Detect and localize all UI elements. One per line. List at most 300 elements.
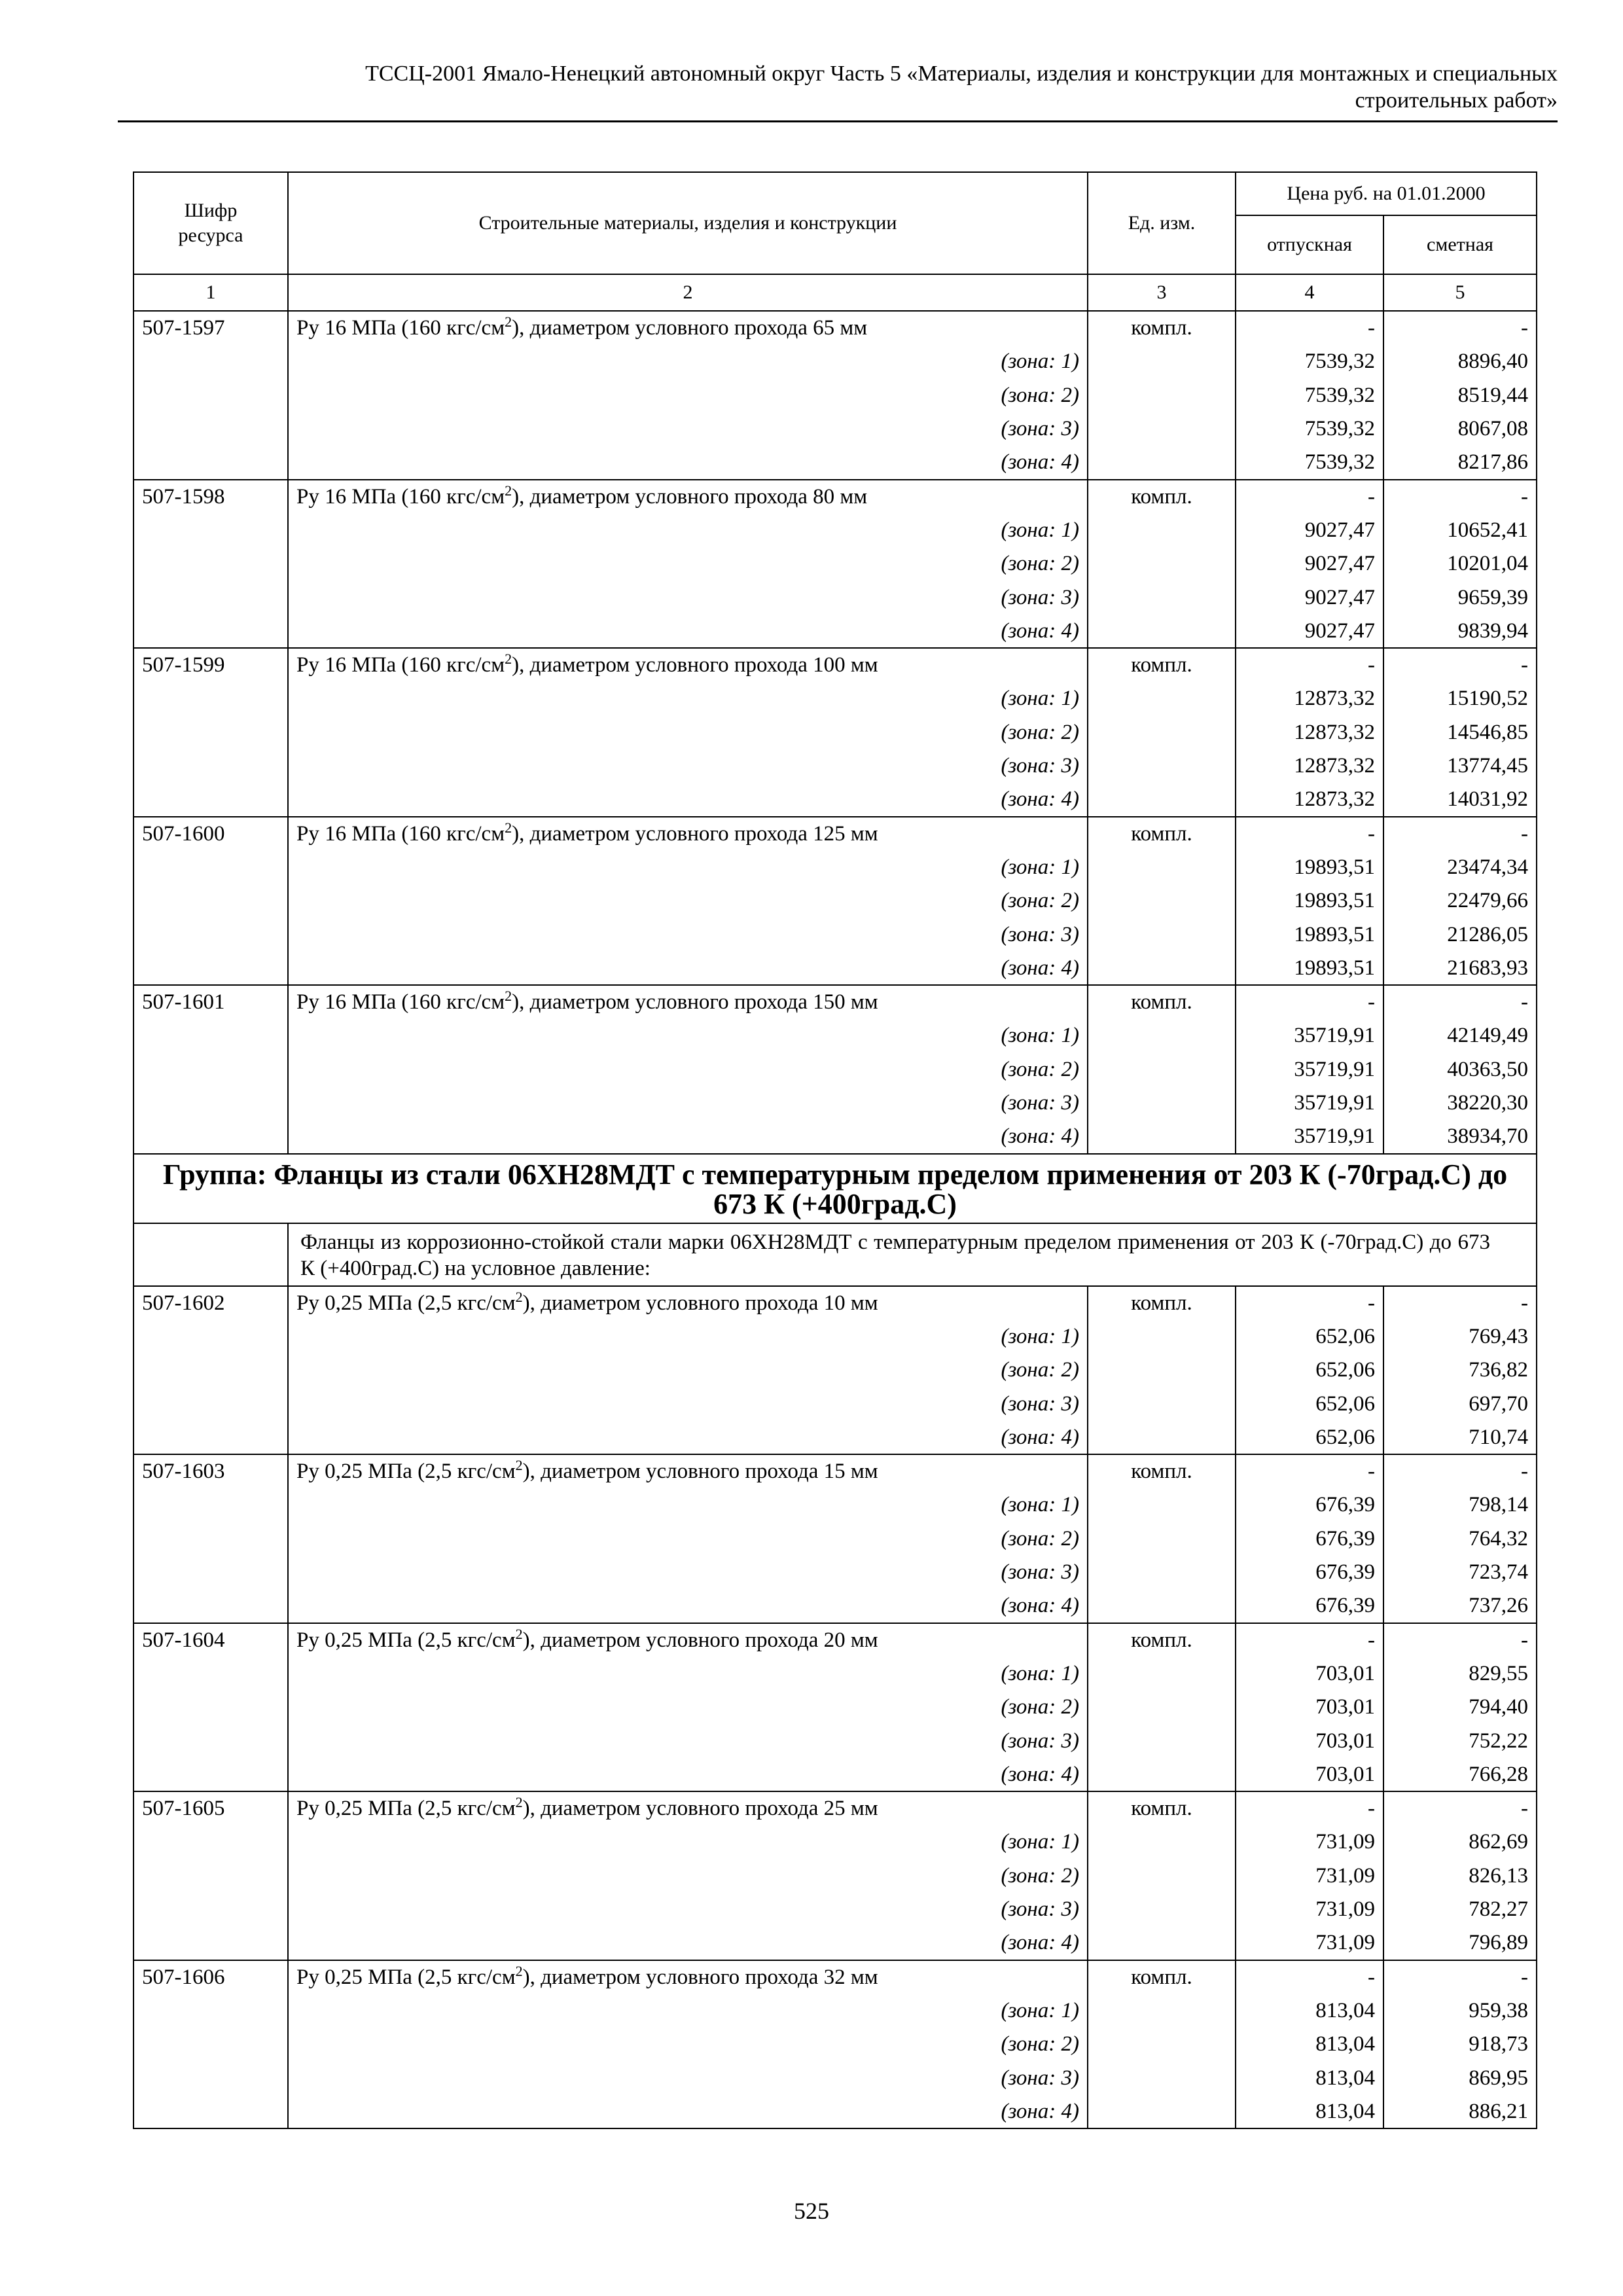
empty-cell (1088, 682, 1236, 716)
empty-cell (1088, 952, 1236, 986)
zone-row (134, 1893, 1537, 1927)
estimate-price: 710,74 (1383, 1421, 1537, 1455)
item-name-text: ), диаметром условного прохода 20 мм (522, 1628, 878, 1652)
unit-cell: компл. (1088, 1623, 1236, 1657)
page-header (118, 60, 1558, 114)
unit-cell: компл. (1088, 817, 1236, 851)
header-line-1: ТССЦ-2001 Ямало-Ненецкий автономный округ Часть 5 «Материалы, изделия и конструкции для монтажных и специальных (365, 62, 1558, 86)
empty-cell (1088, 715, 1236, 749)
resource-code: 507-1598 (134, 480, 288, 514)
column-number: 2 (288, 274, 1088, 311)
estimate-price: 8896,40 (1383, 345, 1537, 379)
column-header-release: отпускная (1236, 215, 1383, 274)
intro-code-cell (134, 1223, 288, 1286)
release-price: 7539,32 (1236, 446, 1383, 480)
release-price: 9027,47 (1236, 615, 1383, 649)
zone-row (134, 918, 1537, 952)
resource-code: 507-1605 (134, 1791, 288, 1825)
zone-row (134, 2095, 1537, 2129)
release-price: 676,39 (1236, 1589, 1383, 1623)
superscript: 2 (515, 1457, 523, 1474)
release-price: 35719,91 (1236, 1019, 1383, 1053)
zone-row (134, 952, 1537, 986)
item-name (288, 1454, 1088, 1488)
resource-code: 507-1597 (134, 311, 288, 345)
empty-cell (134, 1387, 288, 1421)
zone-row (134, 1488, 1537, 1522)
release-price: 703,01 (1236, 1657, 1383, 1691)
empty-cell (1088, 1589, 1236, 1623)
estimate-price: 764,32 (1383, 1522, 1537, 1556)
zone-row (134, 1354, 1537, 1388)
release-price: 813,04 (1236, 1994, 1383, 2028)
estimate-price: 782,27 (1383, 1893, 1537, 1927)
estimate-price: 8519,44 (1383, 378, 1537, 412)
estimate-price: 766,28 (1383, 1758, 1537, 1792)
zone-label: (зона: 3) (288, 1556, 1088, 1590)
release-price: - (1236, 1454, 1383, 1488)
release-price: - (1236, 311, 1383, 345)
empty-cell (134, 918, 288, 952)
superscript: 2 (515, 1794, 523, 1811)
estimate-price: 723,74 (1383, 1556, 1537, 1590)
column-header-unit: Ед. изм. (1088, 172, 1236, 274)
empty-cell (134, 446, 288, 480)
zone-label: (зона: 4) (288, 1589, 1088, 1623)
empty-cell (134, 2061, 288, 2095)
zone-label: (зона: 1) (288, 850, 1088, 884)
zone-row (134, 1825, 1537, 1859)
estimate-price: 38934,70 (1383, 1120, 1537, 1154)
empty-cell (134, 850, 288, 884)
release-price: 703,01 (1236, 1724, 1383, 1758)
unit-cell: компл. (1088, 1960, 1236, 1994)
release-price: 731,09 (1236, 1825, 1383, 1859)
unit-cell: компл. (1088, 1286, 1236, 1320)
empty-cell (1088, 1556, 1236, 1590)
unit-cell: компл. (1088, 311, 1236, 345)
table-row (134, 1791, 1537, 1825)
zone-row (134, 615, 1537, 649)
empty-cell (1088, 884, 1236, 918)
zone-label: (зона: 1) (288, 1994, 1088, 2028)
empty-cell (1088, 2028, 1236, 2062)
item-name-text: Ру 16 МПа (160 кгс/см (296, 316, 505, 340)
release-price: 703,01 (1236, 1758, 1383, 1792)
zone-label: (зона: 4) (288, 783, 1088, 817)
estimate-price: - (1383, 985, 1537, 1019)
estimate-price: 13774,45 (1383, 749, 1537, 783)
empty-cell (134, 2028, 288, 2062)
empty-cell (134, 1859, 288, 1893)
item-name-text: ), диаметром условного прохода 150 мм (512, 990, 878, 1014)
release-price: 703,01 (1236, 1691, 1383, 1725)
release-price: 7539,32 (1236, 378, 1383, 412)
item-name (288, 1791, 1088, 1825)
zone-row (134, 1691, 1537, 1725)
empty-cell (134, 1724, 288, 1758)
table-row (134, 1623, 1537, 1657)
item-name-text: ), диаметром условного прохода 25 мм (522, 1797, 878, 1821)
release-price: 35719,91 (1236, 1086, 1383, 1121)
resource-code: 507-1602 (134, 1286, 288, 1320)
empty-cell (1088, 850, 1236, 884)
zone-label: (зона: 4) (288, 1120, 1088, 1154)
zone-label: (зона: 3) (288, 2061, 1088, 2095)
empty-cell (134, 1354, 288, 1388)
empty-cell (134, 412, 288, 446)
resource-code: 507-1603 (134, 1454, 288, 1488)
release-price: 19893,51 (1236, 918, 1383, 952)
zone-row (134, 412, 1537, 446)
superscript: 2 (505, 988, 512, 1005)
zone-label: (зона: 1) (288, 1825, 1088, 1859)
zone-row (134, 1387, 1537, 1421)
empty-cell (134, 513, 288, 547)
resource-code: 507-1599 (134, 648, 288, 682)
estimate-price: - (1383, 1960, 1537, 1994)
empty-cell (1088, 783, 1236, 817)
estimate-price: 40363,50 (1383, 1052, 1537, 1086)
empty-cell (134, 1758, 288, 1792)
release-price: 652,06 (1236, 1319, 1383, 1354)
unit-cell: компл. (1088, 985, 1236, 1019)
release-price: - (1236, 817, 1383, 851)
release-price: 9027,47 (1236, 513, 1383, 547)
release-price: 35719,91 (1236, 1120, 1383, 1154)
superscript: 2 (505, 482, 512, 499)
empty-cell (134, 1120, 288, 1154)
zone-row (134, 749, 1537, 783)
release-price: 19893,51 (1236, 850, 1383, 884)
release-price: 9027,47 (1236, 581, 1383, 615)
empty-cell (1088, 2095, 1236, 2129)
estimate-price: 798,14 (1383, 1488, 1537, 1522)
zone-row (134, 1086, 1537, 1121)
estimate-price: 8067,08 (1383, 412, 1537, 446)
release-price: - (1236, 1960, 1383, 1994)
estimate-price: 38220,30 (1383, 1086, 1537, 1121)
empty-cell (1088, 1859, 1236, 1893)
zone-label: (зона: 3) (288, 1086, 1088, 1121)
group-intro: Фланцы из коррозионно-стойкой стали марки 06ХН28МДТ с температурным пределом применения от 203 К (-70град.С) до 673 К (+400град.С) на условное давление: (288, 1223, 1537, 1286)
item-name (288, 648, 1088, 682)
zone-label: (зона: 4) (288, 615, 1088, 649)
estimate-price: 10201,04 (1383, 547, 1537, 581)
release-price: - (1236, 1286, 1383, 1320)
empty-cell (1088, 412, 1236, 446)
zone-label: (зона: 2) (288, 715, 1088, 749)
empty-cell (1088, 1994, 1236, 2028)
estimate-price: 769,43 (1383, 1319, 1537, 1354)
zone-row (134, 1052, 1537, 1086)
release-price: 12873,32 (1236, 682, 1383, 716)
zone-row (134, 1522, 1537, 1556)
estimate-price: - (1383, 480, 1537, 514)
release-price: 19893,51 (1236, 884, 1383, 918)
empty-cell (134, 1926, 288, 1960)
release-price: 9027,47 (1236, 547, 1383, 581)
release-price: - (1236, 1623, 1383, 1657)
group-title: Группа: Фланцы из стали 06ХН28МДТ с температурным пределом применения от 203 К (-70град.С) до 673 К (+400град.С) (134, 1154, 1537, 1223)
unit-cell: компл. (1088, 480, 1236, 514)
item-name-text: ), диаметром условного прохода 80 мм (512, 484, 868, 509)
estimate-price: 697,70 (1383, 1387, 1537, 1421)
release-price: 731,09 (1236, 1926, 1383, 1960)
estimate-price: 14546,85 (1383, 715, 1537, 749)
empty-cell (134, 682, 288, 716)
zone-row (134, 446, 1537, 480)
empty-cell (1088, 378, 1236, 412)
empty-cell (134, 1994, 288, 2028)
zone-row (134, 513, 1537, 547)
column-header-code: Шифр ресурса (134, 172, 288, 274)
item-name-text: Ру 0,25 МПа (2,5 кгс/см (296, 1965, 516, 1989)
empty-cell (134, 715, 288, 749)
release-price: 19893,51 (1236, 952, 1383, 986)
empty-cell (134, 2095, 288, 2129)
superscript: 2 (515, 1288, 523, 1305)
zone-label: (зона: 1) (288, 1488, 1088, 1522)
estimate-price: 796,89 (1383, 1926, 1537, 1960)
estimate-price: 23474,34 (1383, 850, 1537, 884)
zone-row (134, 1657, 1537, 1691)
price-table (133, 171, 1537, 2129)
resource-code: 507-1600 (134, 817, 288, 851)
zone-row (134, 715, 1537, 749)
empty-cell (134, 1825, 288, 1859)
empty-cell (1088, 1319, 1236, 1354)
empty-cell (1088, 1354, 1236, 1388)
zone-row (134, 1724, 1537, 1758)
zone-label: (зона: 2) (288, 1859, 1088, 1893)
zone-row (134, 1589, 1537, 1623)
item-name-text: Ру 16 МПа (160 кгс/см (296, 990, 505, 1014)
zone-row (134, 1120, 1537, 1154)
superscript: 2 (505, 819, 512, 836)
zone-label: (зона: 3) (288, 412, 1088, 446)
release-price: 35719,91 (1236, 1052, 1383, 1086)
zone-label: (зона: 3) (288, 749, 1088, 783)
empty-cell (134, 581, 288, 615)
item-name-text: ), диаметром условного прохода 10 мм (522, 1291, 878, 1315)
release-price: 7539,32 (1236, 345, 1383, 379)
item-name (288, 1960, 1088, 1994)
empty-cell (1088, 1019, 1236, 1053)
resource-code: 507-1606 (134, 1960, 288, 1994)
table-body-pressure-16 (134, 311, 1537, 1154)
estimate-price: - (1383, 311, 1537, 345)
estimate-price: 869,95 (1383, 2061, 1537, 2095)
estimate-price: 10652,41 (1383, 513, 1537, 547)
release-price: 12873,32 (1236, 749, 1383, 783)
empty-cell (1088, 918, 1236, 952)
estimate-price: 959,38 (1383, 1994, 1537, 2028)
empty-cell (134, 615, 288, 649)
zone-label: (зона: 1) (288, 1657, 1088, 1691)
estimate-price: 737,26 (1383, 1589, 1537, 1623)
table-body-pressure-025 (134, 1286, 1537, 2129)
release-price: 731,09 (1236, 1859, 1383, 1893)
column-header-price-group: Цена руб. на 01.01.2000 (1236, 172, 1537, 215)
table-row (134, 985, 1537, 1019)
zone-label: (зона: 3) (288, 918, 1088, 952)
item-name-text: Ру 0,25 МПа (2,5 кгс/см (296, 1797, 516, 1821)
estimate-price: 886,21 (1383, 2095, 1537, 2129)
item-name-text: ), диаметром условного прохода 100 мм (512, 653, 878, 677)
estimate-price: 9659,39 (1383, 581, 1537, 615)
estimate-price: 794,40 (1383, 1691, 1537, 1725)
estimate-price: - (1383, 817, 1537, 851)
zone-row (134, 547, 1537, 581)
column-number: 4 (1236, 274, 1383, 311)
empty-cell (1088, 1086, 1236, 1121)
empty-cell (1088, 1488, 1236, 1522)
zone-label: (зона: 4) (288, 446, 1088, 480)
empty-cell (1088, 1724, 1236, 1758)
estimate-price: 15190,52 (1383, 682, 1537, 716)
empty-cell (134, 783, 288, 817)
estimate-price: 918,73 (1383, 2028, 1537, 2062)
empty-cell (134, 952, 288, 986)
empty-cell (134, 1019, 288, 1053)
page-number: 525 (794, 2198, 829, 2224)
zone-label: (зона: 1) (288, 1019, 1088, 1053)
zone-row (134, 378, 1537, 412)
superscript: 2 (515, 1962, 523, 1979)
zone-label: (зона: 3) (288, 1724, 1088, 1758)
zone-row (134, 2061, 1537, 2095)
zone-label: (зона: 2) (288, 884, 1088, 918)
estimate-price: 8217,86 (1383, 446, 1537, 480)
empty-cell (1088, 1522, 1236, 1556)
empty-cell (1088, 615, 1236, 649)
empty-cell (134, 1488, 288, 1522)
item-name-text: ), диаметром условного прохода 65 мм (512, 316, 868, 340)
item-name-text: Ру 0,25 МПа (2,5 кгс/см (296, 1291, 516, 1315)
estimate-price: - (1383, 1286, 1537, 1320)
zone-row (134, 1758, 1537, 1792)
zone-row (134, 2028, 1537, 2062)
unit-cell: компл. (1088, 1791, 1236, 1825)
empty-cell (134, 1052, 288, 1086)
estimate-price: 862,69 (1383, 1825, 1537, 1859)
empty-cell (1088, 1926, 1236, 1960)
zone-row (134, 1019, 1537, 1053)
empty-cell (134, 1086, 288, 1121)
item-name (288, 817, 1088, 851)
zone-row (134, 850, 1537, 884)
unit-cell: компл. (1088, 648, 1236, 682)
empty-cell (1088, 2061, 1236, 2095)
release-price: - (1236, 985, 1383, 1019)
zone-label: (зона: 1) (288, 682, 1088, 716)
zone-label: (зона: 2) (288, 1354, 1088, 1388)
empty-cell (1088, 1387, 1236, 1421)
zone-label: (зона: 3) (288, 581, 1088, 615)
release-price: 652,06 (1236, 1354, 1383, 1388)
zone-label: (зона: 2) (288, 1052, 1088, 1086)
empty-cell (1088, 1758, 1236, 1792)
empty-cell (134, 378, 288, 412)
resource-code: 507-1601 (134, 985, 288, 1019)
item-name (288, 1286, 1088, 1320)
zone-row (134, 1556, 1537, 1590)
empty-cell (1088, 1825, 1236, 1859)
zone-row (134, 1421, 1537, 1455)
release-price: - (1236, 480, 1383, 514)
release-price: - (1236, 1791, 1383, 1825)
empty-cell (134, 1893, 288, 1927)
estimate-price: - (1383, 1791, 1537, 1825)
empty-cell (1088, 1120, 1236, 1154)
header-line-2: строительных работ» (1355, 88, 1558, 113)
empty-cell (134, 749, 288, 783)
empty-cell (134, 1319, 288, 1354)
empty-cell (134, 1589, 288, 1623)
zone-label: (зона: 4) (288, 1926, 1088, 1960)
zone-label: (зона: 3) (288, 1387, 1088, 1421)
release-price: 676,39 (1236, 1488, 1383, 1522)
zone-label: (зона: 2) (288, 2028, 1088, 2062)
unit-cell: компл. (1088, 1454, 1236, 1488)
release-price: 676,39 (1236, 1556, 1383, 1590)
empty-cell (134, 345, 288, 379)
zone-row (134, 581, 1537, 615)
column-header-estimate: сметная (1383, 215, 1537, 274)
zone-row (134, 884, 1537, 918)
estimate-price: - (1383, 648, 1537, 682)
zone-row (134, 1926, 1537, 1960)
release-price: 7539,32 (1236, 412, 1383, 446)
zone-label: (зона: 4) (288, 1758, 1088, 1792)
item-name-text: ), диаметром условного прохода 32 мм (522, 1965, 878, 1989)
item-name-text: Ру 16 МПа (160 кгс/см (296, 484, 505, 509)
zone-label: (зона: 1) (288, 1319, 1088, 1354)
estimate-price: 42149,49 (1383, 1019, 1537, 1053)
estimate-price: - (1383, 1454, 1537, 1488)
zone-label: (зона: 1) (288, 345, 1088, 379)
empty-cell (1088, 547, 1236, 581)
release-price: 12873,32 (1236, 783, 1383, 817)
estimate-price: 736,82 (1383, 1354, 1537, 1388)
item-name-text: Ру 16 МПа (160 кгс/см (296, 821, 505, 846)
table-row (134, 480, 1537, 514)
zone-label: (зона: 4) (288, 952, 1088, 986)
empty-cell (1088, 446, 1236, 480)
estimate-price: 21683,93 (1383, 952, 1537, 986)
item-name (288, 480, 1088, 514)
item-name (288, 1623, 1088, 1657)
release-price: 813,04 (1236, 2061, 1383, 2095)
zone-label: (зона: 2) (288, 1691, 1088, 1725)
estimate-price: 829,55 (1383, 1657, 1537, 1691)
empty-cell (134, 1556, 288, 1590)
estimate-price: - (1383, 1623, 1537, 1657)
zone-row (134, 345, 1537, 379)
item-name (288, 985, 1088, 1019)
estimate-price: 752,22 (1383, 1724, 1537, 1758)
table-row (134, 311, 1537, 345)
column-number: 3 (1088, 274, 1236, 311)
release-price: 813,04 (1236, 2095, 1383, 2129)
estimate-price: 826,13 (1383, 1859, 1537, 1893)
column-number: 5 (1383, 274, 1537, 311)
zone-label: (зона: 2) (288, 1522, 1088, 1556)
zone-label: (зона: 1) (288, 513, 1088, 547)
table-row (134, 817, 1537, 851)
zone-label: (зона: 4) (288, 1421, 1088, 1455)
